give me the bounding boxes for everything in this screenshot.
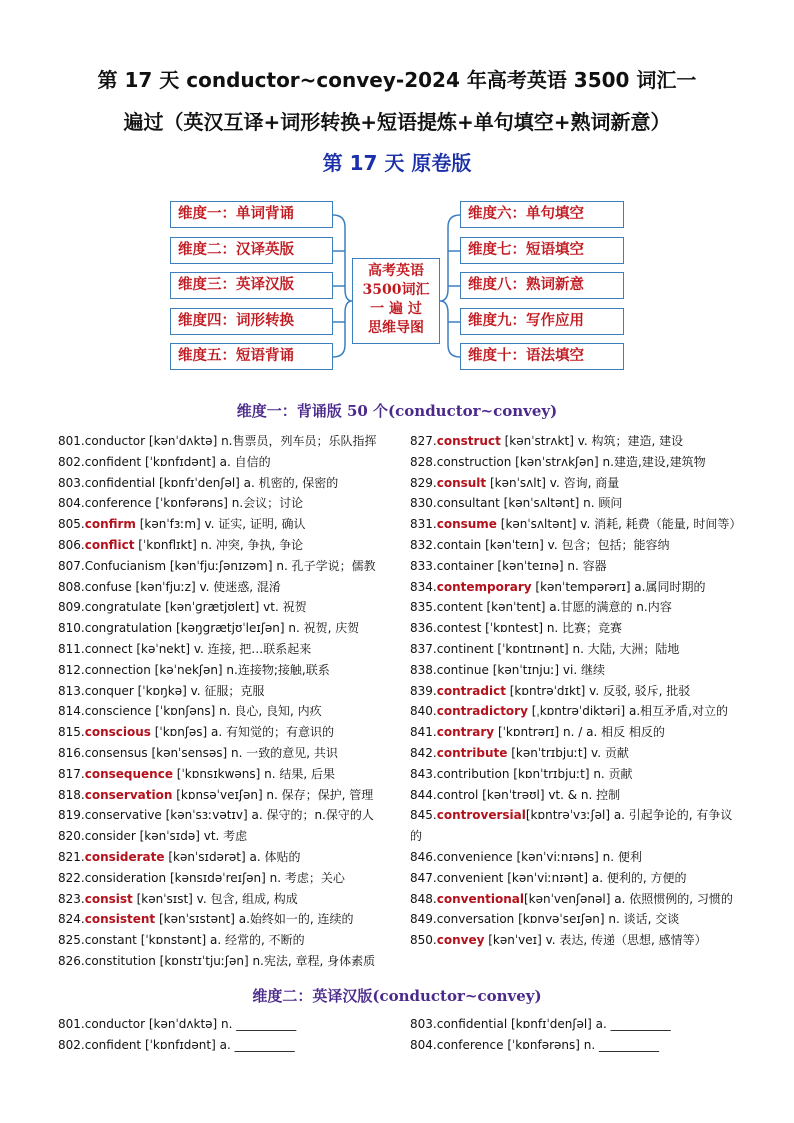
mindmap-right-item-1: 维度六：单句填空 xyxy=(460,201,624,228)
document-title-line-2: 遍过（英汉互译+词形转换+短语提炼+单句填空+熟词新意） xyxy=(123,110,671,134)
entry-number: 813. xyxy=(58,683,85,698)
entry-definition: [kənˈsʌlt] v. 咨询, 商量 xyxy=(486,475,620,490)
vocab-entry xyxy=(58,660,403,681)
entry-word: constitution xyxy=(84,953,156,968)
entry-definition: [kɒnˈtrɪbjuːt] n. 贡献 xyxy=(509,766,633,781)
entry-definition: [kənˈvenʃənəl] a. 依照惯例的, 习惯的 xyxy=(523,891,733,906)
entry-number: 825. xyxy=(58,933,85,948)
section1-heading: 维度一：背诵版 50 个(conductor~convey) xyxy=(236,402,558,420)
entry-definition: [kənˈdʌktə] n.售票员，列车员；乐队指挥 xyxy=(145,434,377,448)
entry-definition: [kɒntrəˈdɪkt] v. 反驳, 驳斥, 批驳 xyxy=(505,683,691,698)
vocab-entry xyxy=(410,556,742,577)
entry-number: 814. xyxy=(58,704,85,719)
entry-word: contradict xyxy=(436,683,506,698)
entry-word: consider xyxy=(84,829,136,844)
vocab-entry xyxy=(410,681,742,702)
entry-number: 838. xyxy=(410,662,437,677)
vocab-entry xyxy=(58,514,403,535)
entry-definition: [kənˈviːnɪənt] a. 便利的, 方便的 xyxy=(503,870,687,885)
exercise-row: 804.conference [ˈkɒnfərəns] n. __________ xyxy=(410,1037,659,1052)
mindmap-center-line-1: 高考英语 xyxy=(368,263,424,279)
vocab-entry xyxy=(410,764,742,785)
vocab-entry xyxy=(58,847,403,868)
entry-word: control xyxy=(436,787,479,802)
entry-word: convey xyxy=(436,933,485,948)
entry-number: 822. xyxy=(58,870,85,885)
entry-word: conscience xyxy=(84,704,152,719)
vocab-entry xyxy=(410,577,742,598)
entry-word: conversation xyxy=(436,912,515,927)
entry-word: contribute xyxy=(436,745,508,760)
entry-word: construction xyxy=(436,454,512,469)
entry-number: 804. xyxy=(58,496,85,511)
entry-word: convenience xyxy=(436,849,513,864)
entry-word: confuse xyxy=(84,579,132,594)
entry-number: 837. xyxy=(410,641,437,656)
entry-word: contradictory xyxy=(436,704,528,719)
entry-number: 801. xyxy=(58,434,85,448)
entry-number: 823. xyxy=(58,891,85,906)
mindmap-right-item-5: 维度十：语法填空 xyxy=(460,343,624,370)
vocab-entry xyxy=(58,493,403,514)
entry-number: 850. xyxy=(410,933,437,948)
vocab-entry xyxy=(58,889,403,910)
entry-word: consensus xyxy=(84,745,148,760)
entry-definition: [kənˈstrʌkt] v. 构筑；建造, 建设 xyxy=(500,434,684,448)
entry-word: continue xyxy=(436,662,489,677)
exercise-row: 801.conductor [kənˈdʌktə] n. __________ xyxy=(58,1017,297,1031)
entry-definition: [ˈkɒnfərəns] n.会议；讨论 xyxy=(151,496,304,511)
entry-number: 826. xyxy=(58,953,85,968)
vocab-entry xyxy=(410,493,742,514)
entry-number: 806. xyxy=(58,537,85,552)
entry-word: conflict xyxy=(84,537,135,552)
entry-number: 848. xyxy=(410,891,437,906)
vocab-entry xyxy=(410,639,742,660)
entry-number: 843. xyxy=(410,766,437,781)
entry-number: 824. xyxy=(58,912,85,927)
vocab-entry xyxy=(58,930,403,951)
document-subtitle: 第 17 天 原卷版 xyxy=(322,151,472,175)
entry-word: conscious xyxy=(84,725,151,740)
entry-definition: [ˈkɒnflɪkt] n. 冲突, 争执, 争论 xyxy=(134,537,304,552)
entry-definition: [kənˈsʌltənt] v. 消耗, 耗费（能量, 时间等） xyxy=(496,517,742,532)
entry-definition: [kɒnstɪˈtjuːʃən] n.宪法, 章程, 身体素质 xyxy=(155,953,376,968)
entry-word: congratulation xyxy=(84,621,173,636)
vocab-entry xyxy=(410,473,742,494)
entry-word: consume xyxy=(436,517,497,532)
vocab-entry xyxy=(58,951,403,972)
entry-number: 811. xyxy=(58,641,85,656)
entry-word: confirm xyxy=(84,517,136,532)
vocab-entry xyxy=(410,514,742,535)
entry-word: convenient xyxy=(436,870,504,885)
entry-word: consideration xyxy=(84,870,167,885)
entry-word: conventional xyxy=(436,891,524,906)
entry-definition: [ˌkɒntrəˈdiktəri] a.相互矛盾,对立的 xyxy=(527,704,728,719)
entry-number: 802. xyxy=(58,454,85,469)
entry-number: 809. xyxy=(58,600,85,615)
entry-definition: [kɒnsəˈveɪʃən] n. 保存；保护, 管理 xyxy=(172,787,374,802)
vocab-entry xyxy=(410,597,742,618)
entry-definition: [kənˈfjuːz] v. 使迷惑, 混淆 xyxy=(131,579,281,594)
vocab-entry xyxy=(58,473,403,494)
entry-word: Confucianism xyxy=(84,558,167,573)
entry-word: conference xyxy=(84,496,152,511)
mindmap-left-item-4: 维度四：词形转换 xyxy=(170,308,333,335)
entry-definition: [kənˈfɜːm] v. 证实, 证明, 确认 xyxy=(135,517,306,532)
entry-number: 846. xyxy=(410,849,437,864)
vocab-entry xyxy=(58,577,403,598)
entry-definition: [ˈkɒntest] n. 比赛；竞赛 xyxy=(481,621,623,636)
vocab-entry xyxy=(410,785,742,806)
entry-definition: [kənˈsensəs] n. 一致的意见, 共识 xyxy=(147,745,338,760)
entry-definition: [ˈkɒnʃəs] a. 有知觉的；有意识的 xyxy=(150,725,335,740)
entry-number: 830. xyxy=(410,496,437,511)
entry-number: 818. xyxy=(58,787,85,802)
section1-left-column xyxy=(58,431,403,972)
entry-word: conductor xyxy=(84,434,146,448)
entry-definition: [kənˈsɜːvətɪv] a. 保守的；n.保守的人 xyxy=(161,808,374,823)
entry-definition: [kənˈsʌltənt] n. 顾问 xyxy=(499,496,623,511)
entry-word: congratulate xyxy=(84,600,162,615)
vocab-entry xyxy=(410,660,742,681)
vocab-entry xyxy=(410,722,742,743)
exercise-row: 803.confidential [kɒnfɪˈdenʃəl] a. __________ xyxy=(410,1017,671,1031)
entry-definition: [kənˈstrʌkʃən] n.建造,建设,建筑物 xyxy=(511,454,706,469)
vocab-entry xyxy=(58,431,403,452)
entry-number: 805. xyxy=(58,517,85,532)
entry-definition: [kəˈnekʃən] n.连接物;接触,联系 xyxy=(150,662,330,677)
vocab-entry xyxy=(58,868,403,889)
entry-number: 820. xyxy=(58,829,85,844)
mindmap-left-item-3: 维度三：英译汉版 xyxy=(170,272,333,299)
section1-right-column xyxy=(410,431,742,951)
vocab-entry xyxy=(410,847,742,868)
entry-word: consistent xyxy=(84,912,156,927)
entry-number: 821. xyxy=(58,849,85,864)
entry-word: conservation xyxy=(84,787,173,802)
entry-number: 831. xyxy=(410,517,437,532)
entry-word: contain xyxy=(436,537,482,552)
entry-definition: [kənˈsɪdərət] a. 体贴的 xyxy=(164,849,301,864)
mindmap-center-line-2: 3500词汇 xyxy=(362,282,430,298)
vocab-entry xyxy=(58,597,403,618)
vocab-entry xyxy=(410,618,742,639)
vocab-entry xyxy=(58,805,403,826)
entry-number: 827. xyxy=(410,434,437,448)
mindmap-left-item-1: 维度一：单词背诵 xyxy=(170,201,333,228)
entry-number: 841. xyxy=(410,725,437,740)
section2-left-column xyxy=(58,1014,403,1056)
entry-definition: [kənˈviːnɪəns] n. 便利 xyxy=(512,849,642,864)
entry-word: container xyxy=(436,558,494,573)
entry-definition: [kɒntrəˈvɜːʃəl] a. 引起争论的, 有争议的 xyxy=(410,808,733,844)
vocab-entry xyxy=(410,452,742,473)
vocab-entry xyxy=(58,909,403,930)
entry-word: continent xyxy=(436,641,494,656)
vocab-entry xyxy=(58,556,403,577)
entry-definition: [kənˈteɪnə] n. 容器 xyxy=(493,558,607,573)
vocab-entry xyxy=(58,743,403,764)
vocab-entry xyxy=(410,431,742,452)
vocab-entry xyxy=(410,743,742,764)
entry-number: 847. xyxy=(410,870,437,885)
entry-definition: [kənˈveɪ] v. 表达, 传递（思想, 感情等） xyxy=(484,933,707,948)
vocab-entry xyxy=(58,681,403,702)
entry-number: 836. xyxy=(410,621,437,636)
vocab-entry xyxy=(58,826,403,847)
vocab-entry xyxy=(410,909,742,930)
entry-definition: [ˈkɒnʃəns] n. 良心, 良知, 内疚 xyxy=(151,704,322,719)
entry-definition: [kənˈtempərərɪ] a.属同时期的 xyxy=(531,579,706,594)
entry-word: confident xyxy=(84,454,142,469)
mindmap-center xyxy=(352,258,440,344)
document-title-line-1: 第 17 天 conductor~convey-2024 年高考英语 3500 词汇一 xyxy=(97,68,697,92)
entry-definition: [kənˈɡrætjʊleɪt] vt. 祝贺 xyxy=(161,600,307,615)
vocab-entry xyxy=(410,701,742,722)
entry-definition: [kənˈfjuːʃənɪzəm] n. 孔子学说；儒教 xyxy=(166,558,376,573)
entry-word: construct xyxy=(436,434,501,448)
entry-number: 840. xyxy=(410,704,437,719)
entry-word: confidential xyxy=(84,475,156,490)
entry-number: 842. xyxy=(410,745,437,760)
entry-number: 817. xyxy=(58,766,85,781)
vocab-entry xyxy=(58,535,403,556)
exercise-row: 802.confident [ˈkɒnfɪdənt] a. __________ xyxy=(58,1037,295,1052)
entry-definition: [kənˈtɪnjuː] vi. 继续 xyxy=(488,662,605,677)
mindmap-left-item-2: 维度二：汉译英版 xyxy=(170,237,333,264)
entry-definition: [kənˈsɪdə] vt. 考虑 xyxy=(135,829,248,844)
entry-definition: [kənˈtrɪbjuːt] v. 贡献 xyxy=(507,745,629,760)
entry-number: 819. xyxy=(58,808,85,823)
entry-definition: [kənˈtrəʊl] vt. & n. 控制 xyxy=(478,787,621,802)
entry-definition: [kəŋɡrætjʊˈleɪʃən] n. 祝贺, 庆贺 xyxy=(172,621,360,636)
entry-number: 833. xyxy=(410,558,437,573)
entry-word: connection xyxy=(84,662,151,677)
entry-definition: [ˈkɒŋkə] v. 征服；克服 xyxy=(133,683,265,698)
vocab-entry xyxy=(410,805,742,847)
entry-definition: [kənˈteɪn] v. 包含；包括；能容纳 xyxy=(481,537,670,552)
entry-definition: [kɒnvəˈseɪʃən] n. 谈话, 交谈 xyxy=(514,912,680,927)
entry-word: contribution xyxy=(436,766,510,781)
entry-word: conquer xyxy=(84,683,134,698)
entry-word: consist xyxy=(84,891,133,906)
entry-number: 828. xyxy=(410,454,437,469)
mindmap-left-item-5: 维度五：短语背诵 xyxy=(170,343,333,370)
entry-number: 807. xyxy=(58,558,85,573)
entry-word: consult xyxy=(436,475,487,490)
mindmap-center-line-4: 思维导图 xyxy=(368,320,424,336)
entry-word: content xyxy=(436,600,483,615)
vocab-entry xyxy=(58,639,403,660)
mindmap-right-item-4: 维度九：写作应用 xyxy=(460,308,624,335)
entry-word: contest xyxy=(436,621,482,636)
entry-number: 844. xyxy=(410,787,437,802)
entry-definition: [kənˈsɪst] v. 包含, 组成, 构成 xyxy=(132,891,298,906)
vocab-entry xyxy=(58,764,403,785)
entry-word: contemporary xyxy=(436,579,532,594)
entry-definition: [kɒnfɪˈdenʃəl] a. 机密的, 保密的 xyxy=(155,475,339,490)
vocab-entry xyxy=(410,930,742,951)
entry-number: 834. xyxy=(410,579,437,594)
entry-definition: [kənˈsɪstənt] a.始终如一的, 连续的 xyxy=(155,912,354,927)
vocab-entry xyxy=(410,889,742,910)
vocab-entry xyxy=(58,722,403,743)
vocab-entry xyxy=(58,785,403,806)
entry-word: considerate xyxy=(84,849,165,864)
entry-number: 839. xyxy=(410,683,437,698)
entry-number: 808. xyxy=(58,579,85,594)
entry-definition: [ˈkɒnstənt] a. 经常的, 不断的 xyxy=(136,933,305,948)
entry-word: controversial xyxy=(436,808,526,823)
entry-number: 812. xyxy=(58,662,85,677)
entry-word: consultant xyxy=(436,496,500,511)
entry-word: connect xyxy=(84,641,133,656)
entry-definition: [kənˈtent] a.甘愿的满意的 n.内容 xyxy=(482,600,672,615)
entry-number: 845. xyxy=(410,808,437,823)
entry-word: contrary xyxy=(436,725,495,740)
entry-definition: [kəˈnekt] v. 连接, 把…联系起来 xyxy=(132,641,312,656)
entry-word: constant xyxy=(84,933,137,948)
entry-definition: [ˈkɒnsɪkwəns] n. 结果, 后果 xyxy=(172,766,336,781)
entry-definition: [kənsɪdəˈreɪʃən] n. 考虑；关心 xyxy=(166,870,345,885)
entry-definition: [ˈkɒntrərɪ] n. / a. 相反 相反的 xyxy=(494,725,665,740)
entry-number: 835. xyxy=(410,600,437,615)
vocab-entry xyxy=(58,452,403,473)
vocab-entry xyxy=(58,618,403,639)
entry-number: 815. xyxy=(58,725,85,740)
entry-number: 849. xyxy=(410,912,437,927)
entry-word: conservative xyxy=(84,808,162,823)
section2-heading: 维度二：英译汉版(conductor~convey) xyxy=(252,987,542,1005)
vocab-entry xyxy=(58,701,403,722)
entry-number: 816. xyxy=(58,745,85,760)
entry-definition: [ˈkɒnfɪdənt] a. 自信的 xyxy=(141,454,271,469)
entry-definition: [ˈkɒntɪnənt] n. 大陆, 大洲；陆地 xyxy=(493,641,680,656)
entry-number: 829. xyxy=(410,475,437,490)
mindmap-right-item-2: 维度七：短语填空 xyxy=(460,237,624,264)
vocab-entry xyxy=(410,535,742,556)
vocab-entry xyxy=(410,868,742,889)
entry-number: 803. xyxy=(58,475,85,490)
entry-number: 832. xyxy=(410,537,437,552)
mindmap-center-line-3: 一 遍 过 xyxy=(370,301,422,317)
entry-word: consequence xyxy=(84,766,173,781)
entry-number: 810. xyxy=(58,621,85,636)
mindmap-right-item-3: 维度八：熟词新意 xyxy=(460,272,624,299)
section2-right-column xyxy=(410,1014,742,1056)
